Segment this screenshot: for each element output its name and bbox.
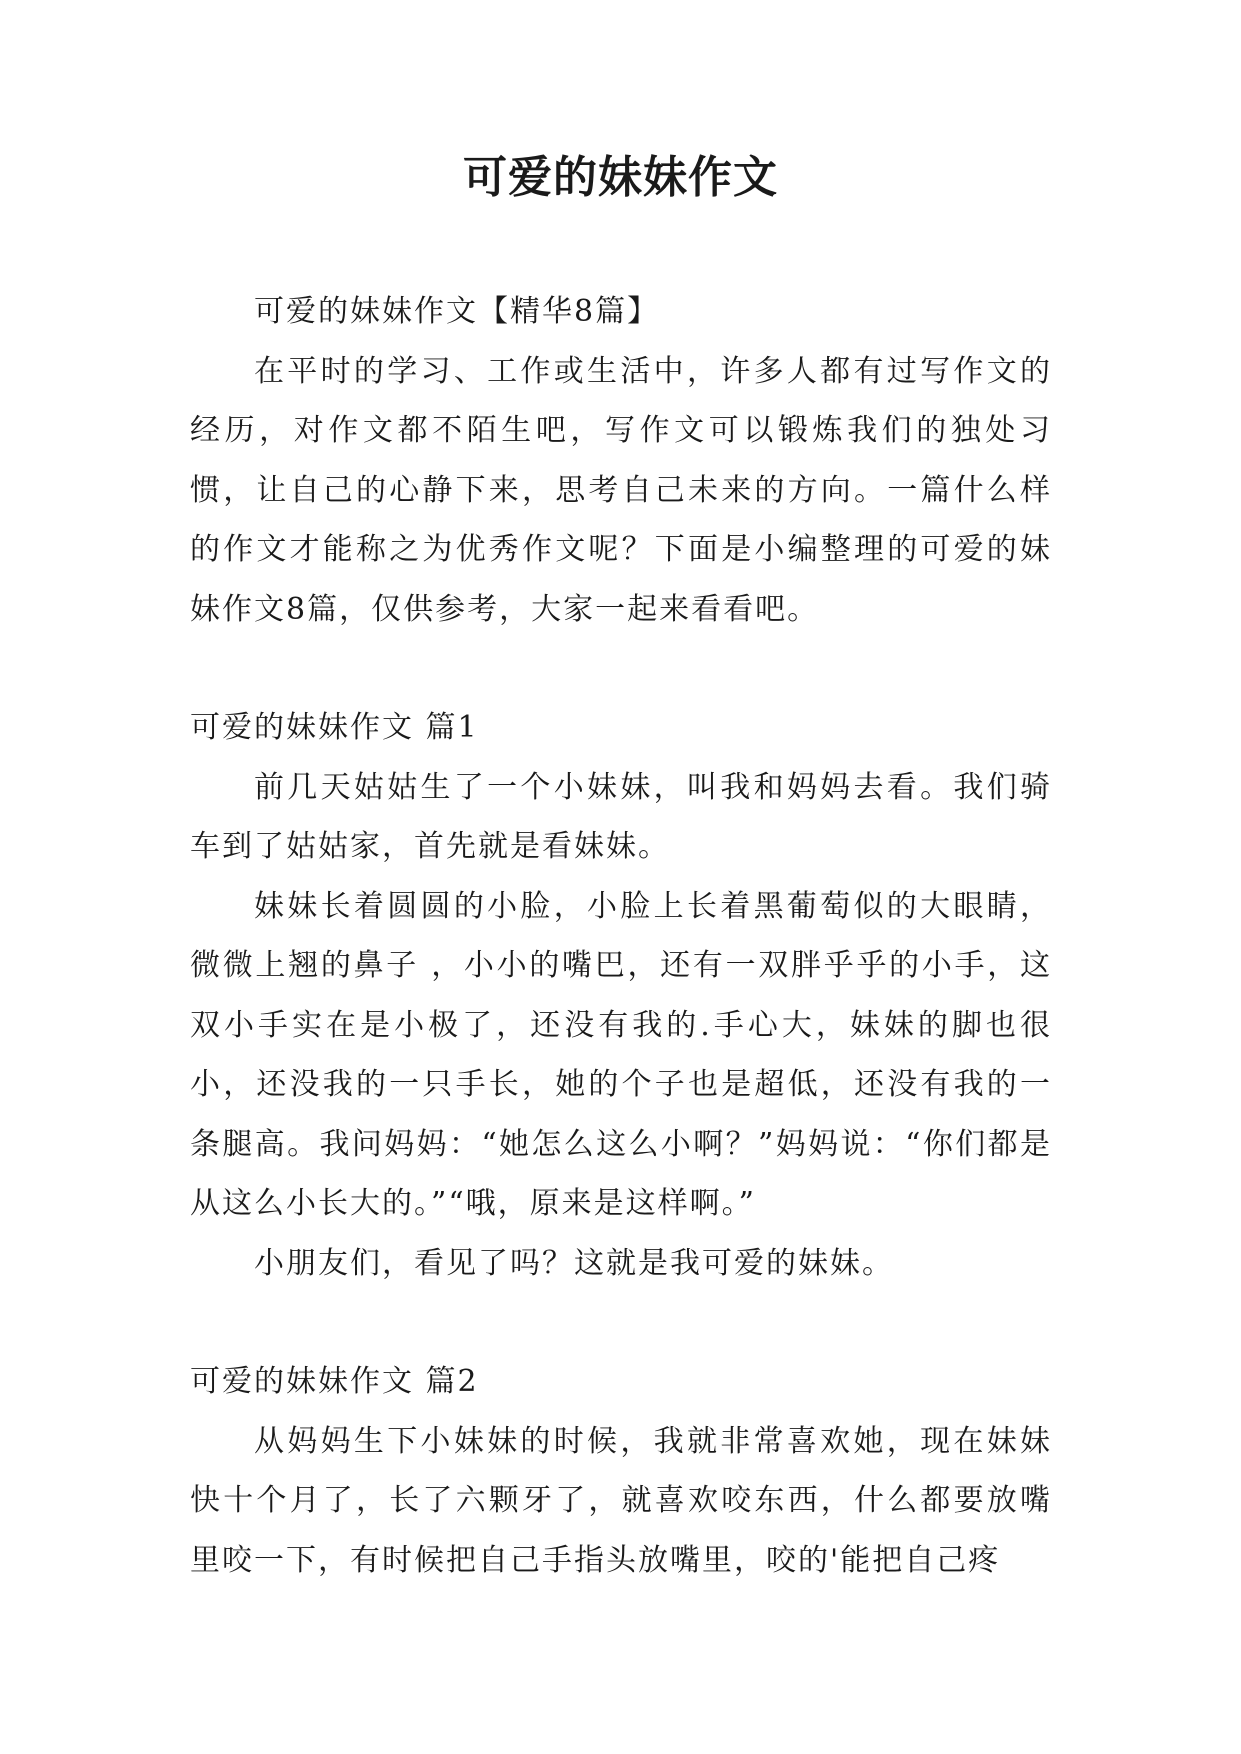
section-heading: 可爱的妹妹作文 篇1	[190, 710, 479, 745]
section-paragraph: 小朋友们，看见了吗？这就是我可爱的妹妹。	[254, 1245, 894, 1281]
spacer	[190, 1293, 1052, 1352]
document-title: 可爱的妹妹作文	[463, 152, 778, 203]
section-paragraph: 妹妹长着圆圆的小脸，小脸上长着黑葡萄似的大眼睛，微微上翘的鼻子 ，小小的嘴巴，还有一双胖乎乎的小手，这双小手实在是小极了，还没有我的.手心大，妹妹的脚也很小，还没我的一只手长，她的个子也是超低，还没有我的一条腿高。我问妈妈：“她怎么这么小啊？”妈妈说：“你们都是从这么小长大的。”“哦，原来是这样啊。”	[190, 888, 1052, 1221]
section-heading: 可爱的妹妹作文 篇2	[190, 1364, 479, 1399]
document-subtitle: 可爱的妹妹作文【精华8篇】	[254, 294, 660, 329]
spacer	[190, 639, 1052, 698]
document-body	[190, 282, 1052, 1590]
intro-paragraph: 在平时的学习、工作或生活中，许多人都有过写作文的经历，对作文都不陌生吧，写作文可以锻炼我们的独处习惯，让自己的心静下来，思考自己未来的方向。一篇什么样的作文才能称之为优秀作文呢？下面是小编整理的可爱的妹妹作文8篇，仅供参考，大家一起来看看吧。	[190, 353, 1052, 627]
section-paragraph: 从妈妈生下小妹妹的时候，我就非常喜欢她，现在妹妹快十个月了，长了六颗牙了，就喜欢咬东西，什么都要放嘴里咬一下，有时候把自己手指头放嘴里，咬的'能把自己疼	[190, 1423, 1052, 1578]
section-paragraph: 前几天姑姑生了一个小妹妹，叫我和妈妈去看。我们骑车到了姑姑家，首先就是看妹妹。	[190, 769, 1052, 864]
